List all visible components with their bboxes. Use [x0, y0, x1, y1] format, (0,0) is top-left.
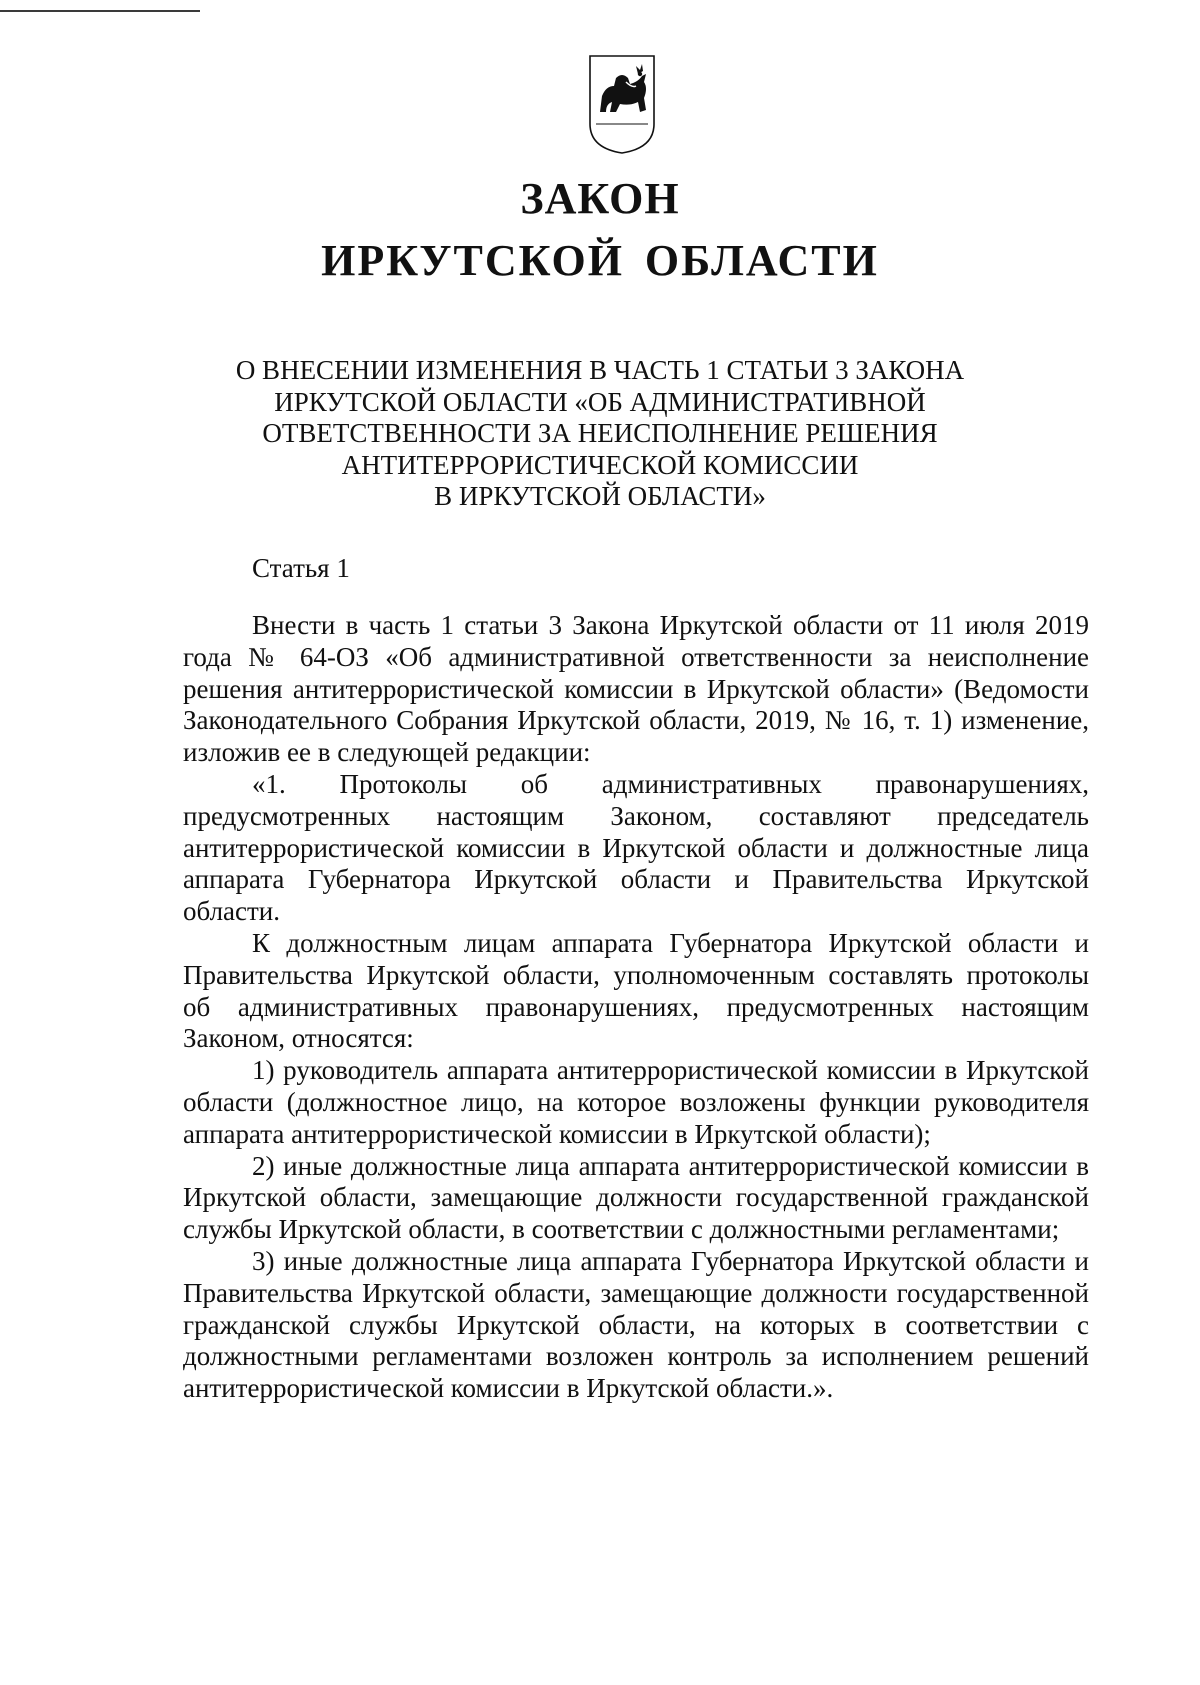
paragraph-protocols: «1. Протоколы об административных правонарушениях, предусмотренных настоящим Законом, составляют председатель антитеррористической комиссии в Иркутской области и должностные лица аппарата Губернатора Иркутской области и Правительства Иркутской области.: [183, 768, 1089, 927]
heading-line: АНТИТЕРРОРИСТИЧЕСКОЙ КОМИССИИ: [341, 449, 859, 480]
paragraph-amendment: Внести в часть 1 статьи 3 Закона Иркутской области от 11 июля 2019 года № 64-ОЗ «Об административной ответственности за неисполнение решения антитеррористической комиссии в Иркутской области» (Ведомости Законодательного Собрания Иркутской области, 2019, № 16, т. 1) изменение, изложив ее в следующей редакции:: [183, 610, 1089, 768]
coat-of-arms-icon: [586, 52, 658, 156]
list-item-1: 1) руководитель аппарата антитеррористической комиссии в Иркутской области (должностное лицо, на которое возложены функции руководителя аппарата антитеррористической комиссии в Иркутской области);: [183, 1055, 1089, 1149]
list-item-3: 3) иные должностные лица аппарата Губернатора Иркутской области и Правительства Иркутской области, замещающие должности государственной гражданской службы Иркутской области, на которых в соответствии с должностными регламентами возложен контроль за исполнением решений антитеррористической комиссии в Иркутской области.».: [183, 1245, 1089, 1404]
heading-line: ОТВЕТСТВЕННОСТИ ЗА НЕИСПОЛНЕНИЕ РЕШЕНИЯ: [262, 418, 938, 448]
law-title-line-2: ИРКУТСКОЙ ОБЛАСТИ: [321, 236, 879, 285]
heading-line: ИРКУТСКОЙ ОБЛАСТИ «ОБ АДМИНИСТРАТИВНОЙ: [274, 386, 926, 417]
law-title-line-1: ЗАКОН: [520, 174, 680, 223]
article-label: Статья 1: [252, 553, 350, 583]
paragraph-officials-intro: К должностным лицам аппарата Губернатора Иркутской области и Правительства Иркутской области, уполномоченным составлять протоколы об административных правонарушениях, предусмотренных настоящим Законом, относятся:: [183, 927, 1089, 1054]
scan-edge-line: [0, 10, 200, 12]
list-item-2: 2) иные должностные лица аппарата антитеррористической комиссии в Иркутской области, замещающие должности государственной гражданской службы Иркутской области, в соответствии с должностными регламентами;: [183, 1150, 1089, 1245]
law-title: [0, 168, 1200, 292]
heading-line: В ИРКУТСКОЙ ОБЛАСТИ»: [434, 481, 766, 511]
article-body: [183, 610, 1089, 1405]
law-heading: [180, 355, 1020, 513]
heading-line: О ВНЕСЕНИИ ИЗМЕНЕНИЯ В ЧАСТЬ 1 СТАТЬИ 3 ЗАКОНА: [235, 355, 965, 385]
